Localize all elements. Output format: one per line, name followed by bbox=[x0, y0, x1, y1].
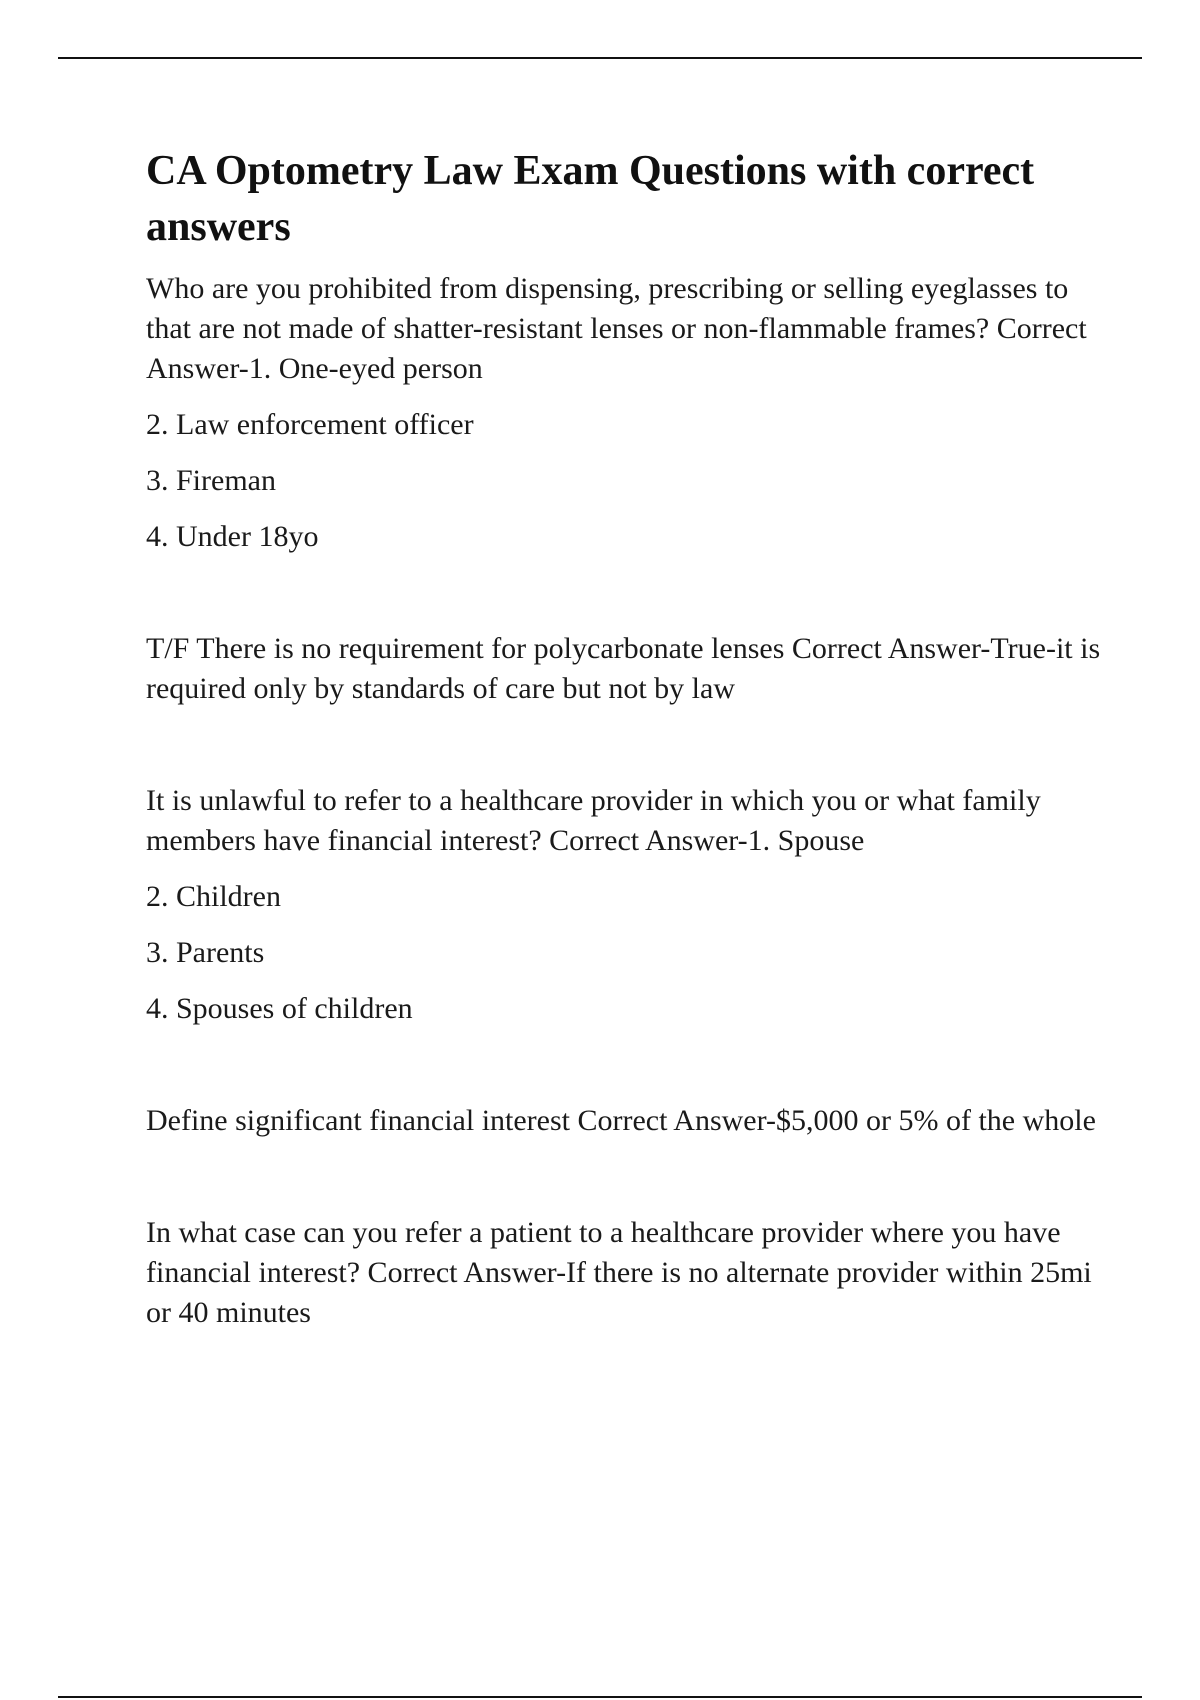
document-body bbox=[146, 143, 1106, 1333]
question-1-option-2: 2. Law enforcement officer bbox=[146, 408, 474, 441]
bottom-rule bbox=[58, 1696, 1142, 1698]
question-1-option-3: 3. Fireman bbox=[146, 464, 276, 497]
page-title: CA Optometry Law Exam Questions with correct answers bbox=[146, 148, 1035, 250]
question-4: Define significant financial interest Correct Answer-$5,000 or 5% of the whole bbox=[146, 1104, 1096, 1137]
question-3-option-2: 2. Children bbox=[146, 880, 281, 913]
question-1-option-4: 4. Under 18yo bbox=[146, 520, 319, 553]
question-1: Who are you prohibited from dispensing, prescribing or selling eyeglasses to that are not made of shatter-resistant lenses or non-flammable frames? Correct Answer-1. One-eyed person bbox=[146, 272, 1087, 385]
question-2: T/F There is no requirement for polycarbonate lenses Correct Answer-True-it is required only by standards of care but not by law bbox=[146, 632, 1101, 705]
question-3: It is unlawful to refer to a healthcare provider in which you or what family members have financial interest? Correct Answer-1. Spouse bbox=[146, 784, 1041, 857]
question-5: In what case can you refer a patient to a healthcare provider where you have financial interest? Correct Answer-If there is no alternate provider within 25mi or 40 minutes bbox=[146, 1216, 1092, 1329]
question-3-option-4: 4. Spouses of children bbox=[146, 992, 413, 1025]
top-rule bbox=[58, 57, 1142, 59]
question-3-option-3: 3. Parents bbox=[146, 936, 265, 969]
